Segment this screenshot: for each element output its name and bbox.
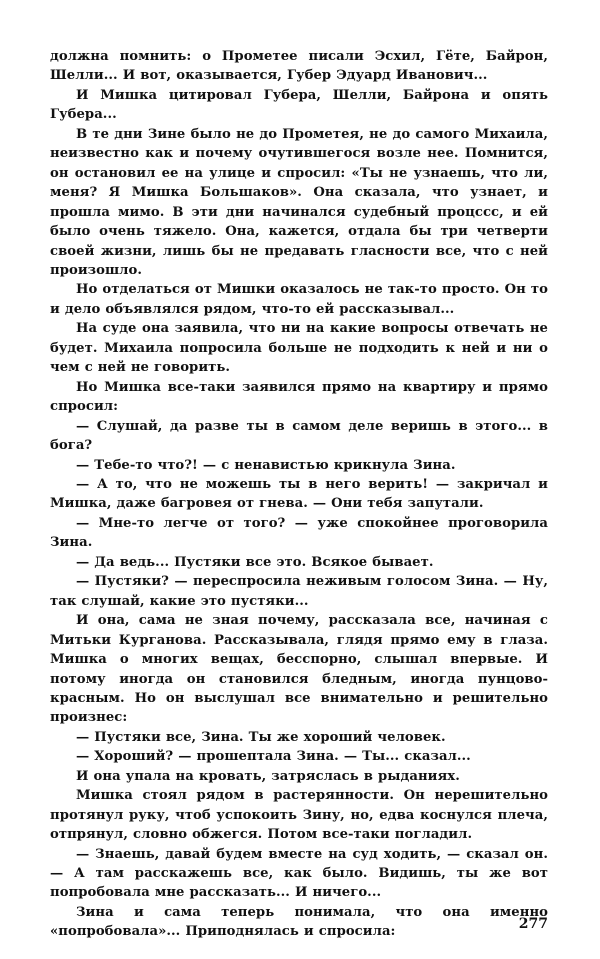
- dialogue-line: — А то, что не можешь ты в него верить! — закричал и Мишка, даже багровея от гнева. — Они тебя запутали.: [50, 476, 548, 512]
- book-page: [50, 47, 548, 942]
- page-text: [50, 47, 548, 942]
- paragraph: И она упала на кровать, затряслась в рыданиях.: [76, 768, 460, 784]
- paragraph: В те дни Зине было не до Прометея, не до самого Михаила, неизвестно как и почему очутившегося возле нее. Помнится, он остановил ее на улице и спросил: «Ты не узнаешь, что ли, меня? Я Мишка Большаков». Она сказала, что узнает, и прошла мимо. В эти дни начинался судебный процссс, и ей было очень тяжело. Она, кажется, отдала бы три четверти своей жизни, лишь бы не предавать гласности все, что с ней произошло.: [50, 126, 548, 278]
- page-number: 277: [518, 916, 548, 932]
- paragraph: Но отделаться от Мишки оказалось не так-то просто. Он то и дело объявлялся рядом, что-то ей рассказывал...: [50, 282, 548, 317]
- dialogue-line: — Да ведь... Пустяки все это. Всякое бывает.: [76, 554, 434, 570]
- paragraph: Но Мишка все-таки заявился прямо на квартиру и прямо спросил:: [50, 379, 548, 415]
- paragraph: И она, сама не зная почему, рассказала все, начиная с Митьки Курганова. Рассказывала, глядя прямо ему в глаза. Мишка о многих вещах, бесспорно, слышал впервые. И потому иногда он становился бледным, иногда пунцово-красным. Но он выслушал все внимательно и решительно произнес:: [50, 613, 548, 726]
- dialogue-line: — Слушай, да разве ты в самом деле веришь в этого... в бога?: [50, 418, 548, 454]
- paragraph: И Мишка цитировал Губера, Шелли, Байрона и опять Губера...: [50, 87, 548, 123]
- dialogue-line: — Тебе-то что?! — с ненавистью крикнула Зина.: [76, 457, 456, 473]
- paragraph: должна помнить: о Прометее писали Эсхил, Гёте, Байрон, Шелли... И вот, оказывается, Губер Эдуард Иванович...: [50, 49, 548, 84]
- paragraph: Зина и сама теперь понимала, что она именно «попробовала»... Приподнялась и спросила:: [50, 904, 548, 940]
- dialogue-line: — Пустяки все, Зина. Ты же хороший человек.: [76, 729, 446, 745]
- paragraph: Мишка стоял рядом в растерянности. Он нерешительно протянул руку, чтоб успокоить Зину, но, едва коснулся плеча, отпрянул, словно обжегся. Потом все-таки погладил.: [50, 788, 548, 843]
- paragraph: На суде она заявила, что ни на какие вопросы отвечать не будет. Михаила попросила больше не подходить к ней и ни о чем с ней не говорить.: [50, 321, 548, 376]
- dialogue-line: — Пустяки? — переспросила неживым голосом Зина. — Ну, так слушай, какие это пустяки...: [50, 574, 548, 609]
- dialogue-line: — Мне-то легче от того? — уже спокойнее проговорила Зина.: [50, 515, 548, 551]
- dialogue-line: — Знаешь, давай будем вместе на суд ходить, — сказал он. — А там расскажешь все, как было. Видишь, ты же вот попробовала мне рассказать... И ничего...: [50, 846, 548, 901]
- dialogue-line: — Хороший? — прошептала Зина. — Ты... сказал...: [76, 749, 471, 765]
